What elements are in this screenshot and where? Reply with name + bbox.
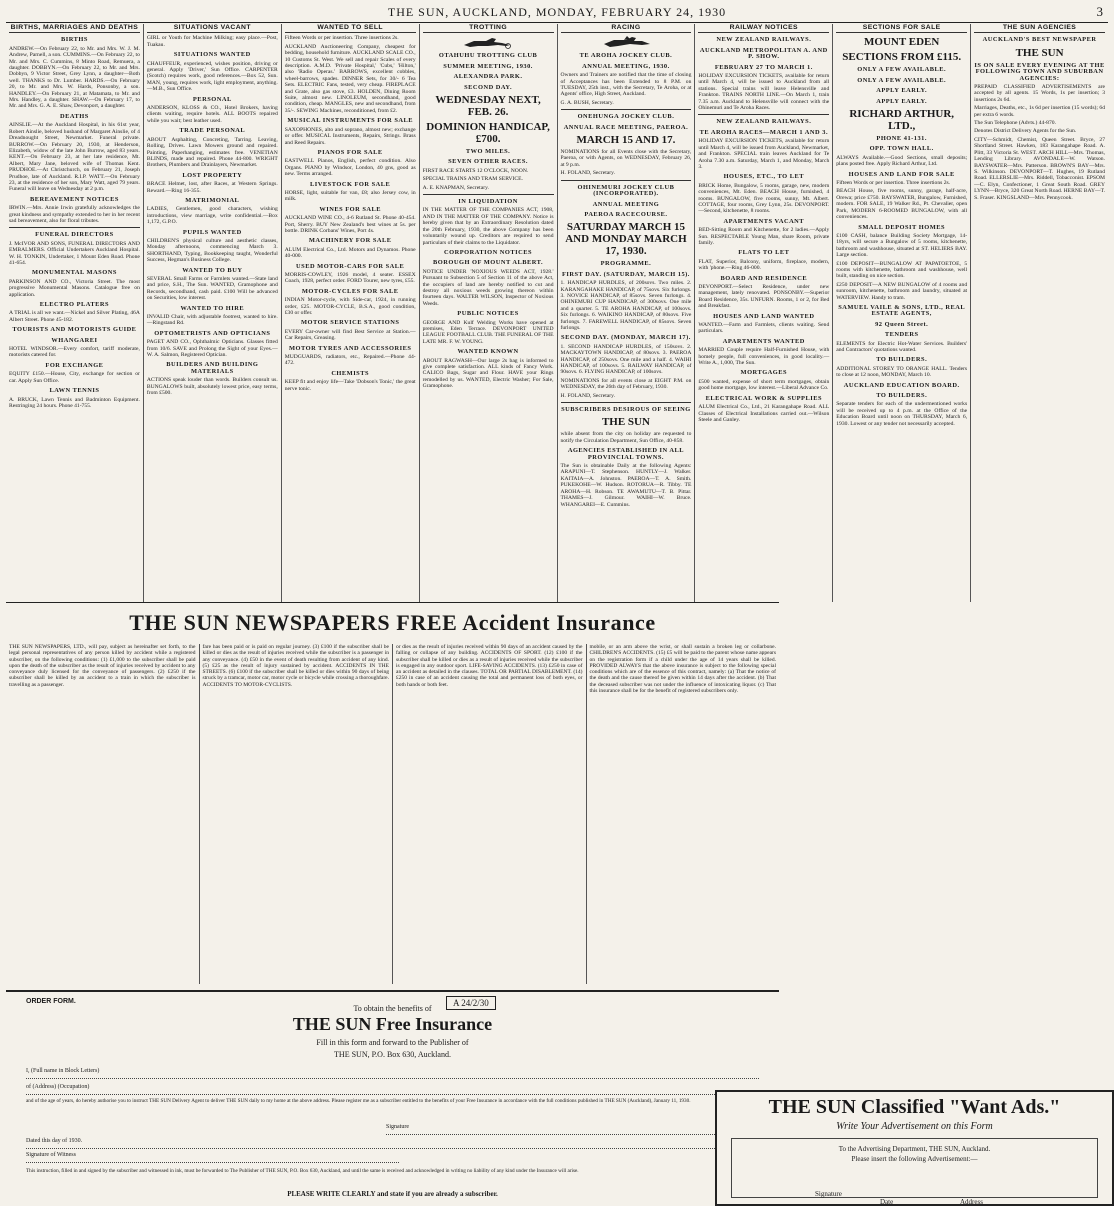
builders-subhead: BUILDERS AND BUILDING MATERIALS <box>166 361 259 375</box>
sections-from: SECTIONS FROM £115. <box>842 51 962 64</box>
deposit-100-text: £100 CASH, balance Building Society Mortgage, 14-18yrs, will secure a Bungalow of 5 rooms, kitchenette, bathroom and washhouse, situated at ST. HELIERS BAY. Large section. <box>836 232 968 259</box>
apartments-vacant-subhead: APARTMENTS VACANT <box>723 217 805 225</box>
racing-club3: OHINEMURI JOCKEY CLUB (INCORPORATED). <box>577 183 675 198</box>
houses-wanted-subhead: HOUSES AND LAND WANTED <box>713 312 815 320</box>
classified-insert: Please insert the following Advertisement:— <box>851 1155 978 1163</box>
tenders-subhead: TENDERS <box>884 331 919 339</box>
bereavement-text: IRWIN.—Mrs. Annie Irwin gratefully acknowledges the great kindness and sympathy extended to her in her recent sad bereavement, also for floral tributes. <box>9 205 140 224</box>
insurance-col4 <box>586 644 780 984</box>
sections-opp: OPP. TOWN HALL. <box>869 145 934 153</box>
education-board: AUCKLAND EDUCATION BOARD. <box>843 381 960 389</box>
agencies-marriage: Marriages, Deaths, etc., 1s 6d per insertion (15 words); 6d per extra 6 words. <box>974 105 1105 118</box>
racing-sec2: H. FOLAND, Secretary. <box>560 170 615 177</box>
racing-meeting3: ANNUAL MEETING <box>592 200 660 208</box>
electrical-subhead: ELECTRICAL WORK & SUPPLIES <box>705 394 823 402</box>
classified-signature-field[interactable]: Signature <box>815 1190 842 1198</box>
trotting-events: SEVEN OTHER RACES. <box>448 158 528 166</box>
trotting-park: ALEXANDRA PARK. <box>453 73 523 81</box>
corporation-borough: BOROUGH OF MOUNT ALBERT. <box>433 259 544 267</box>
builders-text: ACTIONS speak louder than words. Builders consult us. BUNGALOWS built, absolutely lowest price, easy terms, from £500. <box>146 377 278 397</box>
pupils-text: CHILDREN'S physical culture and aesthetic classes, Monday afternoons, commencing March 3. SHORTHAND, Typing, Bookkeeping taught, Wonderful Success, Hegman's Business College. <box>146 237 278 264</box>
masthead <box>6 2 1108 23</box>
subscribers-head: SUBSCRIBERS DESIROUS OF SEEING <box>561 406 691 414</box>
chemists-text: KEEP fit and enjoy life—Take 'Dobson's Tonic,' the great nerve tonic. <box>284 379 416 392</box>
tyres-text: MUDGUARDS, radiators, etc., Repaired.—Phone 44-472. <box>284 354 416 367</box>
vacant-text: GIRL or Youth for Machine Milking; easy place.—Post, Tuakau. <box>146 35 278 48</box>
order-title: THE SUN Free Insurance <box>292 1014 493 1034</box>
sections-early2: APPLY EARLY. <box>876 97 928 105</box>
houses-let-subhead: HOUSES, ETC., TO LET <box>723 173 805 181</box>
programme-text1: 1. HANDICAP HURDLES, of 200sovs. Two miles. 2. KARANGAHAKE HANDICAP, of 75sovs. Six furlongs. 3. NOVICE HANDICAP, of 85sovs. Seven furlongs. 4. OHINEMURI CUP HANDICAP, of 300sovs. One mile and a quarter. 5. TE AROHA HANDICAP, of 100sovs. Six furlongs. 6. WAIKINO HANDICAP, of 80sovs. Five furlongs. 7. FAREWELL HANDICAP, of 85sovs. Seven furlongs. <box>560 280 692 331</box>
tyres-subhead: MOTOR TYRES AND ACCESSORIES <box>288 344 412 352</box>
order-signature-field[interactable]: Signature <box>386 1124 759 1135</box>
trotting-club: OTAHUHU TROTTING CLUB <box>438 52 538 60</box>
exchange-subhead: FOR EXCHANGE <box>45 361 104 369</box>
racing-meeting2: ANNUAL RACE MEETING, PAEROA. <box>563 123 689 131</box>
builders-tender-text: ADDITIONAL STOREY TO ORANGE HALL. Tenders to close at 12 noon, MONDAY, March 10. <box>836 365 968 379</box>
programme-head: PROGRAMME. <box>600 260 652 268</box>
subscribers-text: while absent from the city on holiday are requested to notify the Circulation Department, Sun Office, 40-858. <box>560 431 692 444</box>
mortgages-text: £500 wanted, expense of short term mortgages, obtain good home mortgage, low interest.—Liberal Advance Co. <box>698 378 830 392</box>
births-subhead: BIRTHS <box>60 36 88 44</box>
apartments-wanted-text: MARRIED Couple require Half-Furnished House, with homely people, full conveniences, in good locality.—Write A., 1,000, The Sun. <box>698 347 830 367</box>
racing-course3: PAEROA RACECOURSE. <box>584 210 668 218</box>
order-address: THE SUN, P.O. Box 630, Auckland. <box>334 1050 451 1059</box>
agencies-sun: THE SUN <box>1015 46 1064 59</box>
lost-text: BRACE Helmet, lost, after Races, at Western Springs. Reward.—Ring 16-355. <box>146 181 278 194</box>
insurance-col1 <box>6 644 199 984</box>
page-number: 3 <box>1096 4 1104 19</box>
insurance-columns <box>6 644 779 984</box>
music-subhead: MUSICAL INSTRUMENTS FOR SALE <box>287 117 414 125</box>
matrimonial-text: LADIES, Gentlemen, good characters, wishing introductions, view marriage, write confidential.—Box 1,172, G.P.O. <box>146 206 278 226</box>
classified-subtitle: Write Your Advertisement on this Form <box>836 1121 993 1132</box>
sections-few1: ONLY A FEW AVAILABLE. <box>857 66 947 74</box>
deposit-100b-text: £100 DEPOSIT—BUNGALOW AT PAPATOETOE, 5 rooms with kitchenette, bathroom and washhouse, well built, standing on nice section. <box>836 260 968 280</box>
trade-text: ABOUT Asphalting, Concreting, Tarring. Leaving, Rolling, Drives. Lawn Mowers ground and repaired. Painting, Paperhanging, estimates free. VENETIAN BLINDS, made and repaired. Phone 44-800. WRIGHT Brothers, Plumbers and Drainlayers, Newmarket. <box>146 136 278 169</box>
situations-header: SITUATIONS VACANT <box>147 24 278 33</box>
personal-subhead: PERSONAL <box>192 95 232 103</box>
trotting-train: SPECIAL TRAINS AND TRAM SERVICE. <box>422 176 523 183</box>
railway-text2: HOLIDAY EXCURSION TICKETS, available for return until March 4, will be issued from Auckland, Newmarket, and Frankton. SPECIAL train leaves Auckland for Te Aroha 7.30 a.m. Saturday, March 1, and Monday, March 3. <box>698 138 830 170</box>
births-header: BIRTHS, MARRIAGES AND DEATHS <box>9 24 140 33</box>
sections-phone: PHONE 41-131. <box>876 135 927 143</box>
insurance-banner: THE SUN NEWSPAPERS FREE Accident Insurance <box>6 602 779 643</box>
racing-dates2: MARCH 15 AND 17. <box>576 134 676 147</box>
racing-text2: NOMINATIONS for all Events close with the Secretary, Paeroa, or with Agents, on WEDNESDAY, February 26, at 9 p.m. <box>560 149 692 168</box>
public-notices-text: GEORGE AND Kulf Welding Works have opened at premises, Eden Terrace. DEVONPORT UNITED LEAGUE FOOTBALL CLUB. THE FUNERAL OF THE LATE MR. F. W. YOUNG. <box>422 319 554 345</box>
education-text: Separate tenders for each of the undermentioned works will be received up to 4 p.m. at the Office of the Education Board until noon on THURSDAY, March 6, 1930. Lowest or any tender not necessarily accepted. <box>836 401 968 427</box>
racehorse-icon <box>596 35 656 49</box>
wanted-subhead: SITUATIONS WANTED <box>173 51 251 59</box>
racing-dates3: SATURDAY MARCH 15 AND MONDAY MARCH 17, 1930. <box>565 221 687 258</box>
trotting-handicap: DOMINION HANDICAP, £700. <box>426 121 550 146</box>
column-railway <box>694 24 832 602</box>
insurance-text4: mobile, or an arm above the wrist, or shall sustain a broken leg or collarbone. CHILDREN'S ACCIDENTS. (15) £5 will be paid to the parent whose name appears on the registration form if a child under the age of 14 years shall be killed. PROVIDED ALWAYS that the above insurance is subject to the following special conditions which are of the essence of this contract, namely: (a) That the notice of the death and the cause thereof be given within 14 days after the accident. (b) That the deceased subscriber was not under the influence of intoxicating liquor. (c) That this insurance shall be for the benefit of registered subscribers only. <box>589 644 776 695</box>
railway-show: AUCKLAND METROPOLITAN A. AND P. SHOW. <box>699 46 828 61</box>
mortgages-subhead: MORTGAGES <box>740 369 788 377</box>
service-text: EVERY Car-owner will find Best Service at Station.—Car Repairs, Greasing. <box>284 328 416 342</box>
racing-sec3: H. FOLAND, Secretary. <box>560 392 615 399</box>
funeral-subhead: FUNERAL DIRECTORS <box>35 231 114 239</box>
optometrists-subhead: OPTOMETRISTS AND OPTICIANS <box>154 329 271 337</box>
houses-sale-text: BEACH House, five rooms, sunny, garage, half-acre, Orewa; price £750. BAYSWATER, Bungalow, Furnished, modern. FOR SALE, 19 Walker Rd., Pt. Chevalier, open Park, MODERN 6-ROOMED BUNGALOW, with all conveniences. <box>836 188 968 221</box>
column-wanted-sell <box>281 24 419 602</box>
order-age-text: and of the age of years, do hereby authorise you to instruct THE SUN Delivery Agent to deliver THE SUN daily to my home at the above address. Please register me as a subscriber entitled to the benefits of your Free Insurance in accordance with the full conditions published in THE SUN (Auckland), January 11, 1930. <box>26 1098 691 1104</box>
pupils-subhead: PUPILS WANTED <box>182 228 242 236</box>
vaile-agent: SAMUEL VAILE & SONS, LTD., REAL ESTATE AGENTS, <box>838 303 966 318</box>
order-heading: ORDER FORM. <box>26 998 76 1005</box>
sections-header: SECTIONS FOR SALE <box>836 24 967 33</box>
plates-subhead: ELECTRO PLATERS <box>39 301 110 309</box>
machinery-text: ALUM Electrical Co., Ltd. Motors and Dynamos. Phone 40-000. <box>284 246 416 260</box>
wsell-rate: Fifteen Words or per insertion. Three insertions 2s. <box>284 35 399 42</box>
livestock-text: HORSE, light, suitable for van, £8; also Jersey cow, in milk. <box>284 189 416 203</box>
programme-day1: FIRST DAY. (SATURDAY, MARCH 15). <box>561 270 690 278</box>
trotting-date: WEDNESDAY NEXT, FEB. 26. <box>435 94 541 119</box>
lost-subhead: LOST PROPERTY <box>182 171 243 179</box>
public-notices-subhead: PUBLIC NOTICES <box>457 310 519 318</box>
wanted-hire-subhead: WANTED TO HIRE <box>180 304 245 312</box>
lawn-text: A. BRUCK, Lawn Tennis and Badminton Equipment. Restringing 24 hours. Phone 41-755. <box>9 396 140 409</box>
wsell-text: AUCKLAND Auctioneering Company, cheapest for bedding, household furniture. AUCKLAND SCALE CO., 10 Customs St. West. We sell and repair Scales of every description. A.M.D. 'Private Hospital,' 'Cubs,' 'Hilton,' also 'Radio Operas.' BARROWS, excellent cobbles, wheel-barrows, spades. DINNER Sets, for 30/- 6 Tea Sets. ELECTRIC Fans, tested, very cheap. FIREPLACE and Grate, also gas stove, £3. HOLDEN, Dining Room Suite, almost new. LINOLEUM, secondhand, good condition, cheap. MANGLES, new and secondhand, from 35/-. SEWING Machines, reconditioned, from £2. <box>284 43 416 114</box>
lawn-subhead: LAWN TENNIS <box>49 387 100 395</box>
agencies-list: CITY—Schmidt, Chemist, Queen Street. Bryce, 27 Shortland Street. Hawken, 183 Karangahape Road. A. Plitt, 33 Victoria St. WEST. ARCH HILL—Mrs. Thomas, Lending Library. AVONDALE—W. Watson. BAYSWATER—Mrs. Patterson. BROWN'S BAY—Mrs. S. Wilkinson. DEVONPORT—T. Hughes, 19 Rutland Road. ELLERSLIE—Mrs. Riddell, Tobacconist. EPSOM—C. Elyn, Confectioner, 1 Great South Road. GREY LYNN—Bryce, 320 Great North Road. HERNE BAY—T. S. Fraser. KINGSLAND—Mrs. Pennycook. <box>974 136 1105 201</box>
order-witness-field[interactable]: Signature of Witness <box>26 1152 399 1163</box>
railway-nzr: NEW ZEALAND RAILWAYS. <box>716 36 812 44</box>
column-births <box>6 24 143 602</box>
trotting-horse-icon <box>458 35 518 49</box>
classified-box[interactable] <box>731 1138 1098 1198</box>
wanted-text: CHAUFFEUR, experienced, wishes position, driving or general. Apply 'Driver,' Sun Office. CARPENTER (Scotch) requires work, good references.—Box 52, Sun. MAN, young, requires work, light employment, anything.—M.B., Sun Office. <box>146 60 278 93</box>
small-deposit-head: SMALL DEPOSIT HOMES <box>858 223 946 231</box>
matrimonial-subhead: MATRIMONIAL <box>185 196 240 204</box>
apartments-vacant-text: BED-Sitting Room and Kitchenette, for 2 ladies.—Apply Sun. RESPECTABLE Young Man, share Room, private family. <box>698 227 830 246</box>
agencies-header: THE SUN AGENCIES <box>974 24 1105 33</box>
chemists-subhead: CHEMISTS <box>331 369 370 377</box>
railway-header: RAILWAY NOTICES <box>698 24 829 33</box>
flats-text: FLAT, Superior, Balcony, uniform, fireplace, modern, with 'phone.—Ring 46-000. <box>698 258 830 272</box>
order-ref-code: A 24/2/30 <box>446 996 496 1010</box>
programme-text2: 1. SECOND HANDICAP HURDLES, of 150sovs. 2. MACKAYTOWN HANDICAP, of 80sovs. 3. PAEROA HANDICAP, of 250sovs. One mile and a half. 4. WAIHI HANDICAP, of 100sovs. 5. RAILWAY HANDICAP, of 90sovs. 6. FLYING HANDICAP, of 100sovs. <box>560 343 692 376</box>
agencies-star: Denotes District Delivery Agents for the Sun. <box>974 128 1077 135</box>
agencies-provincial-head: AGENCIES ESTABLISHED IN ALL PROVINCIAL TOWNS. <box>567 447 685 461</box>
monument-text: PARKINSON AND CO., Victoria Street. The most progressive Monumental Masons. Catalogue free on application. <box>9 278 140 298</box>
liquidation-text: IN THE MATTER OF THE COMPANIES ACT, 1908, AND IN THE MATTER OF THE COMPANY. Notice is hereby given that by an Extraordinary Resolution dated the 20th February, 1930, the above Company has been voluntarily wound up. Creditors are required to send particulars of their claims to the Liquidator. <box>422 207 554 246</box>
optometrists-text: PAGET AND CO., Ophthalmic Opticians. Glasses fitted from 10/6. SAVE and Prolong the Sight of your Eyes.—W. A. Salmon, Registered Optician. <box>146 339 278 359</box>
used-cars-text: MORRIS-COWLEY, 1926 model, 4 seater. ESSEX Coach, 1928, perfect order. FORD Tourer, new tyres, £55. <box>284 272 416 285</box>
deaths-subhead: DEATHS <box>60 112 89 120</box>
machinery-subhead: MACHINERY FOR SALE <box>308 237 392 245</box>
tourists-town: WHANGAREI <box>51 336 98 344</box>
board-text: DEVONPORT.—Select Residence, under new management, lately renovated. PONSONBY.—Superior Board Residence, 35s. UNFURN. Rooms, 1 or 2, for Bed and Breakfast. <box>698 284 830 310</box>
houses-sale-subhead: HOUSES AND LAND FOR SALE <box>848 170 955 178</box>
railway-text1: HOLIDAY EXCURSION TICKETS, available for return until March 4, will be issued to Auckland from all stations. Special trains will leave Helensville and Frankton. TRAINS NORTH LINE.—On March 1, train 7.35 a.m. Auckland to Helensville will connect with the Ohinemuri and Te Aroha Races. <box>698 73 830 112</box>
order-fine-print: This instruction, filled in and signed by the subscriber and witnessed in ink, must be forwarded to The Publisher of THE SUN, P.O. Box 630, Auckland, and until the same is received and acknowledged in writing no liability of any kind under the Insurance will arise. <box>26 1168 579 1174</box>
trotting-meeting: SUMMER MEETING, 1930. <box>443 62 533 70</box>
trade-subhead: TRADE PERSONAL <box>179 127 246 135</box>
sections-few2: ONLY A FEW AVAILABLE. <box>857 76 947 84</box>
trotting-secretary: A. E. KNAPMAN, Secretary. <box>422 184 489 191</box>
agencies-on-sale: IS ON SALE EVERY EVENING AT THE FOLLOWING TOWN AND SUBURBAN AGENCIES: <box>974 61 1105 82</box>
insurance-col3 <box>392 644 586 984</box>
wanted-buy-text: SEVERAL Small Farms or Farmlets wanted.—State land and price, S.H., The Sun. WANTED, Gramophone and Records, secondhand, cash paid. £100 Will be advanced on Securities, low interest. <box>146 276 278 302</box>
exchange-text: EQUITY £150.—House, City, exchange for section or car. Apply Sun Office. <box>9 371 140 384</box>
order-instructions: Fill in this form and forward to the Publisher of <box>316 1038 469 1047</box>
houses-wanted-text: WANTED.—Farm and Farmlets, clients waiting. Send particulars. <box>698 322 830 335</box>
column-trotting <box>419 24 557 602</box>
tourists-text: HOTEL WINDSOR.—Every comfort, tariff moderate, motorists catered for. <box>9 346 140 359</box>
monument-subhead: MONUMENTAL MASONS <box>31 269 117 277</box>
subscribers-sun: THE SUN <box>601 416 650 429</box>
funeral-text: J. McIVOR AND SONS, FUNERAL DIRECTORS AND EMBALMERS. Official Undertakers Auckland Hospital. W. H. TONKIN, Undertaker, 1 Mount Eden Road. Phone 41-654. <box>9 240 140 266</box>
vaile-address: 92 Queen Street. <box>875 320 929 328</box>
racing-club1: TE AROHA JOCKEY CLUB. <box>579 52 673 60</box>
sections-always: ALWAYS Available.—Good Sections, small deposits; plans posted free. Apply Richard Arthur, Ltd. <box>836 154 968 168</box>
deposit-250-text: £250 DEPOSIT—A NEW BUNGALOW of 4 rooms and sunroom, kitchenette, bathroom and laundry, situated at WATERVIEW. Handy to tram. <box>836 281 968 301</box>
houses-sale-rate: Fifteen Words or per insertion. Three insertions 2s. <box>836 180 951 187</box>
sections-agent: RICHARD ARTHUR, LTD., <box>849 108 955 133</box>
music-text: SAXOPHONES, alto and soprano, almost new; exchange or offer. MUSICAL Instruments, Repairs, Strings. Brass and Reed Repairs. <box>284 126 416 146</box>
used-cars-subhead: USED MOTOR-CARS FOR SALE <box>296 262 405 270</box>
railway-races: TE AROHA RACES—MARCH 1 AND 3. <box>699 128 829 136</box>
personal-text: ANDERSON, KLOSS & CO., Hotel Brokers, having clients waiting, require hotels. ALL BOOTS repaired while you wait; best leather used. <box>146 105 278 124</box>
classified-to: To the Advertising Department, THE SUN, Auckland. <box>838 1145 991 1153</box>
classified-address-field[interactable]: Address <box>960 1198 983 1206</box>
piano-subhead: PIANOS FOR SALE <box>317 148 383 156</box>
motorcycles-subhead: MOTOR-CYCLES FOR SALE <box>301 287 399 295</box>
wanted-buy-subhead: WANTED TO BUY <box>182 266 243 274</box>
sections-early: APPLY EARLY. <box>876 87 928 95</box>
programme-day2: SECOND DAY. (MONDAY, MARCH 17). <box>561 334 691 342</box>
trotting-day: SECOND DAY. <box>464 83 513 91</box>
insurance-text1: THE SUN NEWSPAPERS, LTD., will pay, subject as hereinafter set forth, to the legal personal representatives of any person killed by accident while a registered subscriber, on the following conditions: (1) £1,000 to the subscriber shall be paid upon the death of the subscriber as the result of injuries received by accident to any conveyance duly licensed for the conveyance of passengers. (2) £250 if the subscriber shall be killed by an accident to a train in which the subscriber is travelling as a passenger. <box>9 644 196 688</box>
trotting-miles: TWO MILES. <box>465 148 511 156</box>
order-form <box>6 990 779 1204</box>
piano-text: EASTWELL Pianos, English, perfect condition. Also Organs. PIANO by Windsor, London, 40 gns, good as new. Terms arranged. <box>284 158 416 178</box>
service-subhead: MOTOR SERVICE STATIONS <box>300 319 400 327</box>
tenders-text: ELEMENTS for Electric Hot-Water Services. Builders' and Contractors' quotations wanted. <box>836 340 968 353</box>
corporation-text: NOTICE UNDER 'NOXIOUS WEEDS ACT, 1928.' Pursuant to Subsection 5 of Section 11 of the above Act, the occupiers of land are hereby notified to cut and destroy all noxious weeds growing thereon within fourteen days. WALTER WILSON, Inspector of Noxious Weeds. <box>422 268 554 307</box>
agencies-provincial-text: The Sun is obtainable Daily at the following Agents: ARAPUNI—T. Stephenson. HUNTLY—J. Walker. KAITAIA—A. Johnston. PAEROA—T. A. Smith. PUKEKOHE—W. Hudson. ROTORUA—R. Tibby. TE AROHA—H. Robson. TE AWAMUTU—T. B. Pittar. THAMES—J. Gilmour. WAIHI—W. Bruce. WHANGAREI—E. Cummins. <box>560 463 692 508</box>
sections-mt-eden: MOUNT EDEN <box>864 36 940 49</box>
livestock-subhead: LIVESTOCK FOR SALE <box>310 180 391 188</box>
order-footer: PLEASE WRITE CLEARLY and state if you are already a subscriber. <box>287 1190 498 1198</box>
classified-form <box>715 1090 1114 1206</box>
order-address-field[interactable]: of (Address) (Occupation) <box>26 1084 759 1095</box>
wsell-header: WANTED TO SELL <box>285 24 416 33</box>
railway-nzr2: NEW ZEALAND RAILWAYS. <box>716 118 812 126</box>
order-dated-field[interactable]: Dated this day of 1930. <box>26 1138 759 1149</box>
top-columns <box>6 24 1108 602</box>
insurance-text3: or dies as the result of injuries received within 90 days of an accident caused by the falling or collapse of any building. ACCIDENTS OF SPORT. (12) £100 if the subscriber shall be killed or dies as a result of injuries received while the subscriber is engaged in any outdoor sport. LIFE-SAVING ACCIDENTS. (13) £250 in case of an accident as detailed in the clauses. TOTAL OR PARTIAL DISABLEMENT. (14) £250 in case of an accident causing the total and permanent loss of both eyes, or both hands or both feet. <box>396 644 583 688</box>
insurance-col2 <box>199 644 393 984</box>
wanted-hire-text: INVALID Chair, with adjustable footrest, wanted to hire.—Ringstand Rd. <box>146 314 278 327</box>
column-sections <box>832 24 970 602</box>
racing-sec1: G. A. BUSH, Secretary. <box>560 99 614 106</box>
racing-text1: Owners and Trainers are notified that the time of closing of Acceptances has been Extended to 8 P.M. on TUESDAY, 25th inst., with the Secretary, Te Aroha, or at Agents' office, High Street, Auckland. <box>560 72 692 98</box>
board-subhead: BOARD AND RESIDENCE <box>720 274 808 282</box>
wanted-known-subhead: WANTED KNOWN <box>457 348 519 356</box>
bereavement-subhead: BEREAVEMENT NOTICES <box>29 195 119 203</box>
wanted-known-text: ABOUT RAGWASH—Our large 2s bag is informed to give complete satisfaction. ALL kinds of Fancy Work. CALICO Bags, Sugar and Flour. HAVE your Rings remodelled by us. WANTED, Electric Washer; For Sale, Gramophone. <box>422 357 554 390</box>
order-benefits: To obtain the benefits of <box>353 1004 432 1013</box>
column-agencies <box>970 24 1108 602</box>
motorcycles-text: INDIAN Motor-cycle, with Side-car, 1924, in running order, £25. MOTOR-CYCLE, B.S.A., good condition, £30 or offer. <box>284 297 416 317</box>
agencies-prepaid: PREPAID CLASSIFIED ADVERTISEMENTS are accepted by all agents. 15 Words, 1s per insertion; 3 insertions 2s 6d. <box>974 84 1105 103</box>
births-text: ANDREW.—On February 22, to Mr. and Mrs. W. J. M. Andrew, Parnell, a son. CUMMINS.—On February 22, to Mr. and Mrs. C. Cummins, 8 Minto Road, Remuera, a daughter. DOBBYN.—On February 22, to Mr. and Mrs. Dobbyn, 9 Victor Street, Grey Lynn, a daughter—Both well. THANKS to Dr. Lumber. HARDS.—On February 20, to Mr. and Mrs. W. Hards, Ponsonby, a son. HANDLEY.—On February 21, at Matamata, to Mr. and Mrs. Handley, a daughter. SHAW.—On February 17, to Mr. and Mrs. G. A. E. Shaw, Devonport, a daughter. <box>9 45 140 110</box>
railway-dates: FEBRUARY 27 TO MARCH 1. <box>714 63 813 71</box>
deaths-text: AINSLIE.—At the Auckland Hospital, in his 61st year, Robert Ainslie, beloved husband of Margaret Ainslie, of 4 Dreadnought Street, Newmarket. Funeral private. BURROW.—On February 20, 1930, at Henderson, Elizabeth, widow of the late John Burrow, aged 83 years. KENT.—On February 23, at her late residence, Mt. Albert, Mary Jane, beloved wife of Thomas Kent. PRUDHOE.—At Christchurch, on February 21, Joseph Prudhoe, late of Auckland. R.I.P. WATT.—On February 23, at the residence of her son, Mary Watt, aged 79 years. Funeral will leave on Wednesday at 2 p.m. <box>9 122 140 193</box>
racing-club2: ONEHUNGA JOCKEY CLUB. <box>577 113 675 121</box>
order-name-field[interactable]: I, (Full name in Block Letters) <box>26 1068 759 1079</box>
agencies-tel: The Sun Telephone (Advts.) 44-870. <box>974 120 1056 127</box>
column-situations <box>143 24 281 602</box>
masthead-title: THE SUN, AUCKLAND, MONDAY, FEBRUARY 24, 1930 <box>387 5 727 19</box>
racing-meeting1: ANNUAL MEETING, 1930. <box>582 62 670 70</box>
apartments-wanted-subhead: APARTMENTS WANTED <box>722 337 805 345</box>
wine-subhead: WINES FOR SALE <box>319 205 382 213</box>
wine-text: AUCKLAND WINE CO., 4-6 Rutland St. Phone 40-454. Port, Sherry. BUY New Zealand's best wines at 5s. per bottle. DRINK Corbans' Wines, Port 4s. <box>284 215 416 234</box>
plates-text: A TRIAL is all we want.—Nickel and Silver Plating, 46A Albert Street. Phone 45-182. <box>9 310 140 323</box>
flats-subhead: FLATS TO LET <box>738 249 790 257</box>
trotting-header: TROTTING <box>423 24 554 33</box>
racing-header: RACING <box>561 24 692 33</box>
insurance-text2: fare has been paid or is paid on regular journey. (3) £100 if the subscriber shall be killed or dies as the result of injuries received while the subscriber is a passenger in any conveyance. (4) £50 in the event of death resulting from accident of any kind. (5) £25 as the result of injury sustained by accident. ACCIDENTS IN THE STREETS. (6) £100 if the subscriber shall be killed or dies within 90 days of being struck by a tramcar, motor car, motor cycle or bicycle while crossing a thoroughfare. ACCIDENTS TO MOTOR-CYCLISTS. <box>202 644 389 688</box>
houses-let-text: BRICK Home, Bungalow, 5 rooms, garage, new, modern conveniences, Mt. Eden. BEACH House, furnished, 4 rooms. BUNGALOW, five rooms, sunny, Mt. Albert. COTTAGE, four rooms, Grey Lynn, 25s. DEVONPORT.—Second, kitchenette, 8 rooms. <box>698 182 830 215</box>
education-sub: TO BUILDERS. <box>876 392 928 400</box>
classified-date-field[interactable]: Date <box>880 1198 894 1206</box>
trotting-first-race: FIRST RACE STARTS 12 O'CLOCK, NOON. <box>422 167 529 174</box>
electrical-text: ALUM Electrical Co., Ltd., 21 Karangahape Road. ALL Classes of Electrical Installations carried out.—Wilson Steele and Ganley. <box>698 404 830 423</box>
agencies-title: AUCKLAND'S BEST NEWSPAPER <box>982 36 1097 44</box>
tourists-subhead: TOURISTS AND MOTORISTS GUIDE <box>12 326 137 334</box>
builders-head: TO BUILDERS. <box>876 356 928 364</box>
column-racing <box>557 24 695 602</box>
classified-title: THE SUN Classified "Want Ads." <box>768 1096 1061 1118</box>
nominations-text: NOMINATIONS for all events close at EIGHT P.M. on WEDNESDAY, the 26th day of February, 1930. <box>560 377 692 391</box>
liquidation-subhead: IN LIQUIDATION <box>458 198 518 206</box>
corporation-subhead: CORPORATION NOTICES <box>444 248 533 256</box>
